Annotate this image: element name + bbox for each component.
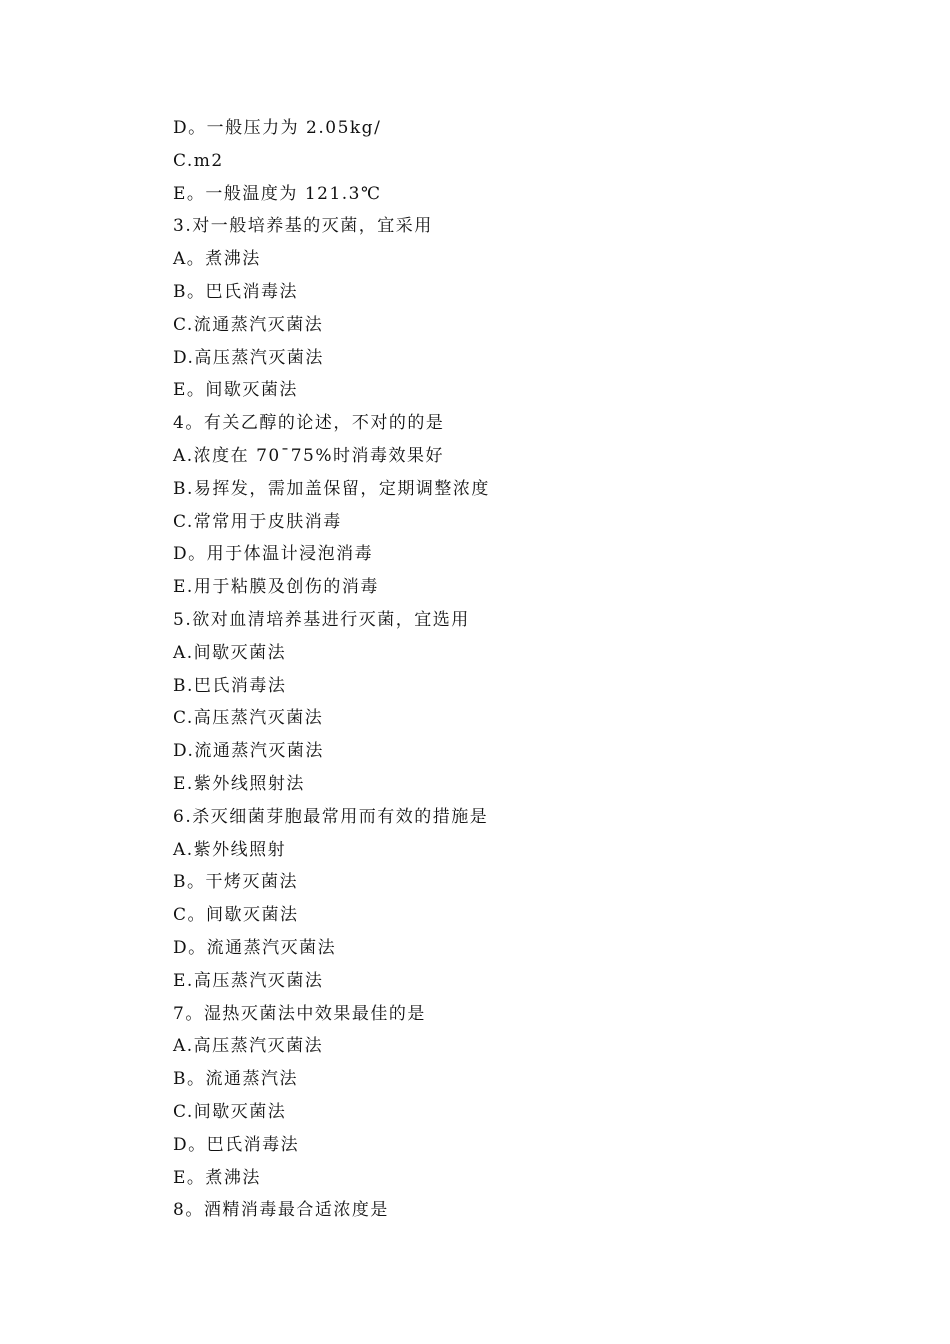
option-line: B.易挥发，需加盖保留，定期调整浓度 — [173, 478, 490, 499]
option-line: A.间歇灭菌法 — [173, 642, 287, 663]
option-line: E.紫外线照射法 — [173, 773, 305, 794]
option-line: A。煮沸法 — [173, 249, 261, 270]
question-line: 6.杀灭细菌芽胞最常用而有效的措施是 — [173, 806, 489, 827]
question-line: 3.对一般培养基的灭菌，宜采用 — [173, 216, 433, 237]
option-line: C.高压蒸汽灭菌法 — [173, 708, 324, 729]
option-line: B。流通蒸汽法 — [173, 1069, 298, 1090]
option-line: A.浓度在 70¯75%时消毒效果好 — [173, 445, 445, 466]
option-line: C.流通蒸汽灭菌法 — [173, 314, 324, 335]
question-line: 4。有关乙醇的论述，不对的的是 — [173, 413, 445, 434]
option-line: E.用于粘膜及创伤的消毒 — [173, 577, 379, 598]
question-line: 8。酒精消毒最合适浓度是 — [173, 1200, 389, 1221]
option-line: E。间歇灭菌法 — [173, 380, 298, 401]
option-line: D。巴氏消毒法 — [173, 1134, 300, 1155]
option-line: B.巴氏消毒法 — [173, 675, 287, 696]
option-line: A.高压蒸汽灭菌法 — [173, 1036, 324, 1057]
option-line: D.高压蒸汽灭菌法 — [173, 347, 324, 368]
option-line: B。巴氏消毒法 — [173, 281, 298, 302]
option-line: C。间歇灭菌法 — [173, 905, 299, 926]
question-line: 7。湿热灭菌法中效果最佳的是 — [173, 1003, 426, 1024]
option-line: C.m2 — [173, 150, 224, 171]
question-line: 5.欲对血清培养基进行灭菌，宜选用 — [173, 609, 470, 630]
option-line: B。干烤灭菌法 — [173, 872, 298, 893]
option-line: C.常常用于皮肤消毒 — [173, 511, 342, 532]
option-line: E。煮沸法 — [173, 1167, 261, 1188]
question-text-block — [173, 112, 873, 1227]
option-line: E。一般温度为 121.3℃ — [173, 183, 382, 204]
option-line: A.紫外线照射 — [173, 839, 287, 860]
option-line: D.流通蒸汽灭菌法 — [173, 741, 324, 762]
option-line: D。流通蒸汽灭菌法 — [173, 937, 337, 958]
option-line: D。用于体温计浸泡消毒 — [173, 544, 374, 565]
option-line: E.高压蒸汽灭菌法 — [173, 970, 324, 991]
option-line: D。一般压力为 2.05kg/ — [173, 118, 382, 138]
option-line: C.间歇灭菌法 — [173, 1101, 287, 1122]
